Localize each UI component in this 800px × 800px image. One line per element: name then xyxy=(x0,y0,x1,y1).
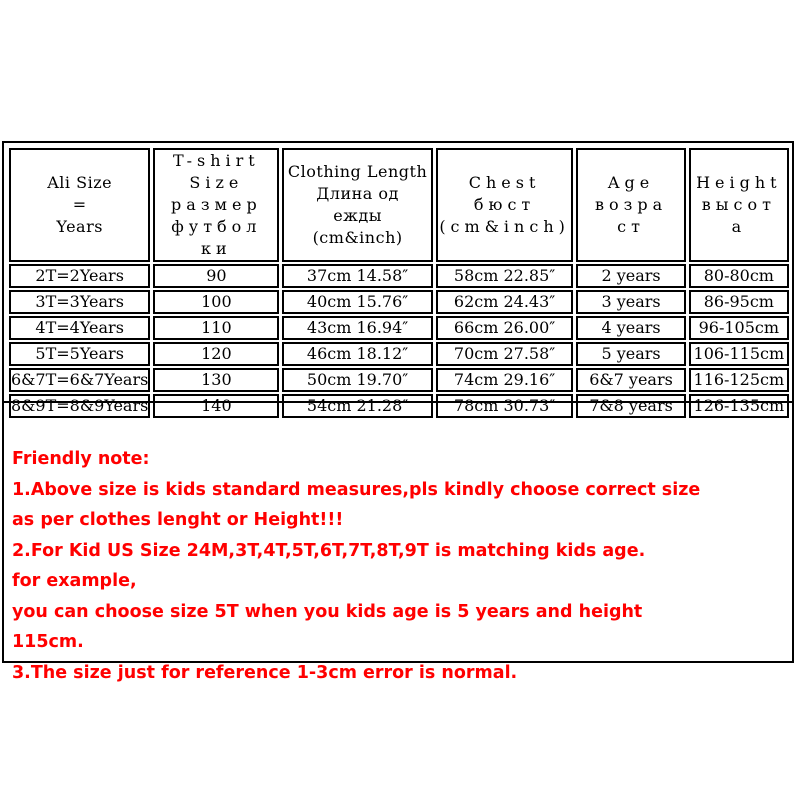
table-row xyxy=(9,290,789,314)
cell-chest: 70cm 27.58″ xyxy=(436,342,574,366)
cell-height: 126-135cm xyxy=(689,394,789,418)
cell-height: 96-105cm xyxy=(689,316,789,340)
cell-ali-size: 6&7T=6&7Years xyxy=(9,368,150,392)
cell-tshirt-size: 120 xyxy=(153,342,279,366)
friendly-note xyxy=(12,444,792,688)
table-row xyxy=(9,342,789,366)
header-label: Ali Size = Years xyxy=(47,173,113,236)
cell-clothing-length: 46cm 18.12″ xyxy=(282,342,432,366)
header-label: Clothing Length Длина од ежды (cm&inch) xyxy=(287,162,428,247)
size-table xyxy=(6,146,792,420)
header-chest xyxy=(436,148,574,262)
header-ali-size xyxy=(9,148,150,262)
table-row xyxy=(9,394,789,418)
table-header-row xyxy=(9,148,789,262)
header-tshirt-size xyxy=(153,148,279,262)
note-line: 115cm. xyxy=(12,632,84,652)
note-line: 2.For Kid US Size 24M,3T,4T,5T,6T,7T,8T,9T is matching kids age. xyxy=(12,540,646,561)
note-title: Friendly note: xyxy=(12,449,150,469)
note-line: for example, xyxy=(12,571,137,591)
section-divider xyxy=(4,401,792,403)
header-label: Height высот а xyxy=(696,173,782,236)
cell-ali-size: 2T=2Years xyxy=(9,264,150,288)
table-row xyxy=(9,264,789,288)
cell-chest: 66cm 26.00″ xyxy=(436,316,574,340)
cell-clothing-length: 37cm 14.58″ xyxy=(282,264,432,288)
header-label: Age возра ст xyxy=(594,173,668,236)
header-age xyxy=(576,148,685,262)
cell-age: 3 years xyxy=(576,290,685,314)
cell-chest: 62cm 24.43″ xyxy=(436,290,574,314)
table-row xyxy=(9,316,789,340)
table-row xyxy=(9,368,789,392)
cell-age: 5 years xyxy=(576,342,685,366)
note-line: you can choose size 5T when you kids age is 5 years and height xyxy=(12,601,643,622)
header-height xyxy=(689,148,789,262)
cell-clothing-length: 54cm 21.28″ xyxy=(282,394,432,418)
cell-tshirt-size: 100 xyxy=(153,290,279,314)
header-label: T-shirt Size размер футбол ки xyxy=(171,151,262,258)
cell-chest: 78cm 30.73″ xyxy=(436,394,574,418)
cell-tshirt-size: 130 xyxy=(153,368,279,392)
cell-clothing-length: 50cm 19.70″ xyxy=(282,368,432,392)
size-chart-frame xyxy=(2,141,794,683)
cell-ali-size: 3T=3Years xyxy=(9,290,150,314)
cell-age: 7&8 years xyxy=(576,394,685,418)
cell-height: 116-125cm xyxy=(689,368,789,392)
note-line: 3.The size just for reference 1-3cm error is normal. xyxy=(12,662,518,683)
cell-tshirt-size: 140 xyxy=(153,394,279,418)
cell-height: 106-115cm xyxy=(689,342,789,366)
cell-height: 80-80cm xyxy=(689,264,789,288)
cell-chest: 74cm 29.16″ xyxy=(436,368,574,392)
cell-age: 6&7 years xyxy=(576,368,685,392)
header-clothing-length xyxy=(282,148,432,262)
cell-height: 86-95cm xyxy=(689,290,789,314)
note-line: 1.Above size is kids standard measures,pls kindly choose correct size xyxy=(12,479,701,500)
cell-clothing-length: 40cm 15.76″ xyxy=(282,290,432,314)
note-line: as per clothes lenght or Height!!! xyxy=(12,510,344,530)
cell-tshirt-size: 90 xyxy=(153,264,279,288)
header-label: Chest бюст (cm&inch) xyxy=(439,173,570,236)
cell-clothing-length: 43cm 16.94″ xyxy=(282,316,432,340)
cell-age: 2 years xyxy=(576,264,685,288)
cell-age: 4 years xyxy=(576,316,685,340)
cell-tshirt-size: 110 xyxy=(153,316,279,340)
cell-ali-size: 8&9T=8&9Years xyxy=(9,394,150,418)
cell-ali-size: 5T=5Years xyxy=(9,342,150,366)
cell-chest: 58cm 22.85″ xyxy=(436,264,574,288)
cell-ali-size: 4T=4Years xyxy=(9,316,150,340)
